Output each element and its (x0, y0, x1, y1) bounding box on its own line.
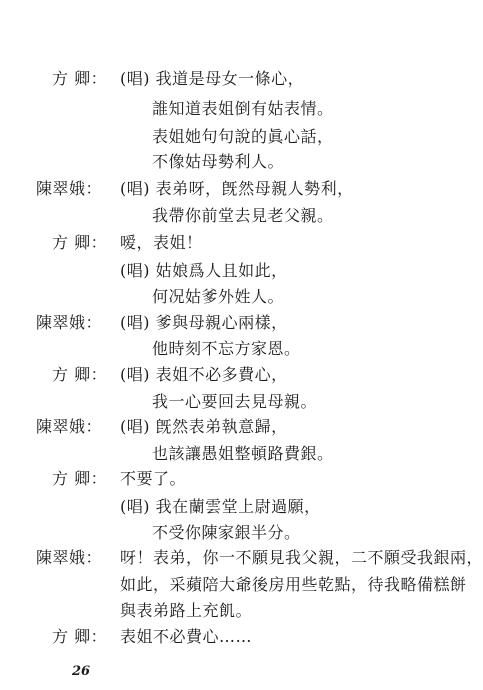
dialogue-line: (唱) 姑娘爲人且如此， (120, 261, 288, 280)
dialogue-line: (唱) 旣然表弟執意歸， (120, 417, 288, 436)
dialogue-line: 不受你陳家銀半分。 (152, 523, 301, 542)
dialogue-line: 也該讓愚姐整頓路費銀。 (152, 444, 334, 463)
speaker-name: 方 卿： (52, 627, 108, 646)
dialogue-line: (唱) 我在蘭雲堂上尉過願， (120, 497, 321, 516)
dialogue-line: 不要了。 (120, 469, 187, 488)
dialogue-line: (唱) 爹與母親心兩樣， (120, 313, 288, 332)
speaker-name: 陳翠娥： (36, 313, 103, 332)
dialogue-line: 不像姑母勢利人。 (152, 152, 285, 171)
dialogue-line: 何况姑爹外姓人。 (152, 287, 285, 306)
speaker-name: 方 卿： (52, 233, 108, 252)
dialogue-line: 如此，采蘋陪大爺後房用些乾點，待我略備糕餅 (120, 575, 467, 594)
dialogue-line: 與表弟路上充飢。 (120, 601, 253, 620)
page-number: 26 (72, 664, 91, 679)
speaker-name: 陳翠娥： (36, 548, 103, 567)
speaker-name: 方 卿： (52, 469, 108, 488)
dialogue-line: 他時刻不忘方家恩。 (152, 339, 301, 358)
dialogue-line: 嗳，表姐！ (120, 233, 203, 252)
speaker-name: 方 卿： (52, 365, 108, 384)
speaker-name: 陳翠娥： (36, 179, 103, 198)
speaker-name: 方 卿： (52, 69, 108, 88)
dialogue-line: 我一心要回去見母親。 (152, 392, 318, 411)
dialogue-line: 我帶你前堂去見老父親。 (152, 206, 334, 225)
dialogue-line: 表姐她句句說的眞心話， (152, 127, 334, 146)
dialogue-line: 呀！表弟，你一不願見我父親，二不願受我銀兩， (120, 548, 483, 567)
dialogue-line: 表姐不必費心…… (120, 627, 253, 646)
dialogue-line: (唱) 表姐不必多費心， (120, 365, 288, 384)
dialogue-line: 誰知道表姐倒有姑表情。 (152, 99, 334, 118)
dialogue-line: (唱) 我道是母女一條心， (120, 69, 305, 88)
speaker-name: 陳翠娥： (36, 417, 103, 436)
dialogue-line: (唱) 表弟呀，旣然母親人勢利， (120, 179, 354, 198)
